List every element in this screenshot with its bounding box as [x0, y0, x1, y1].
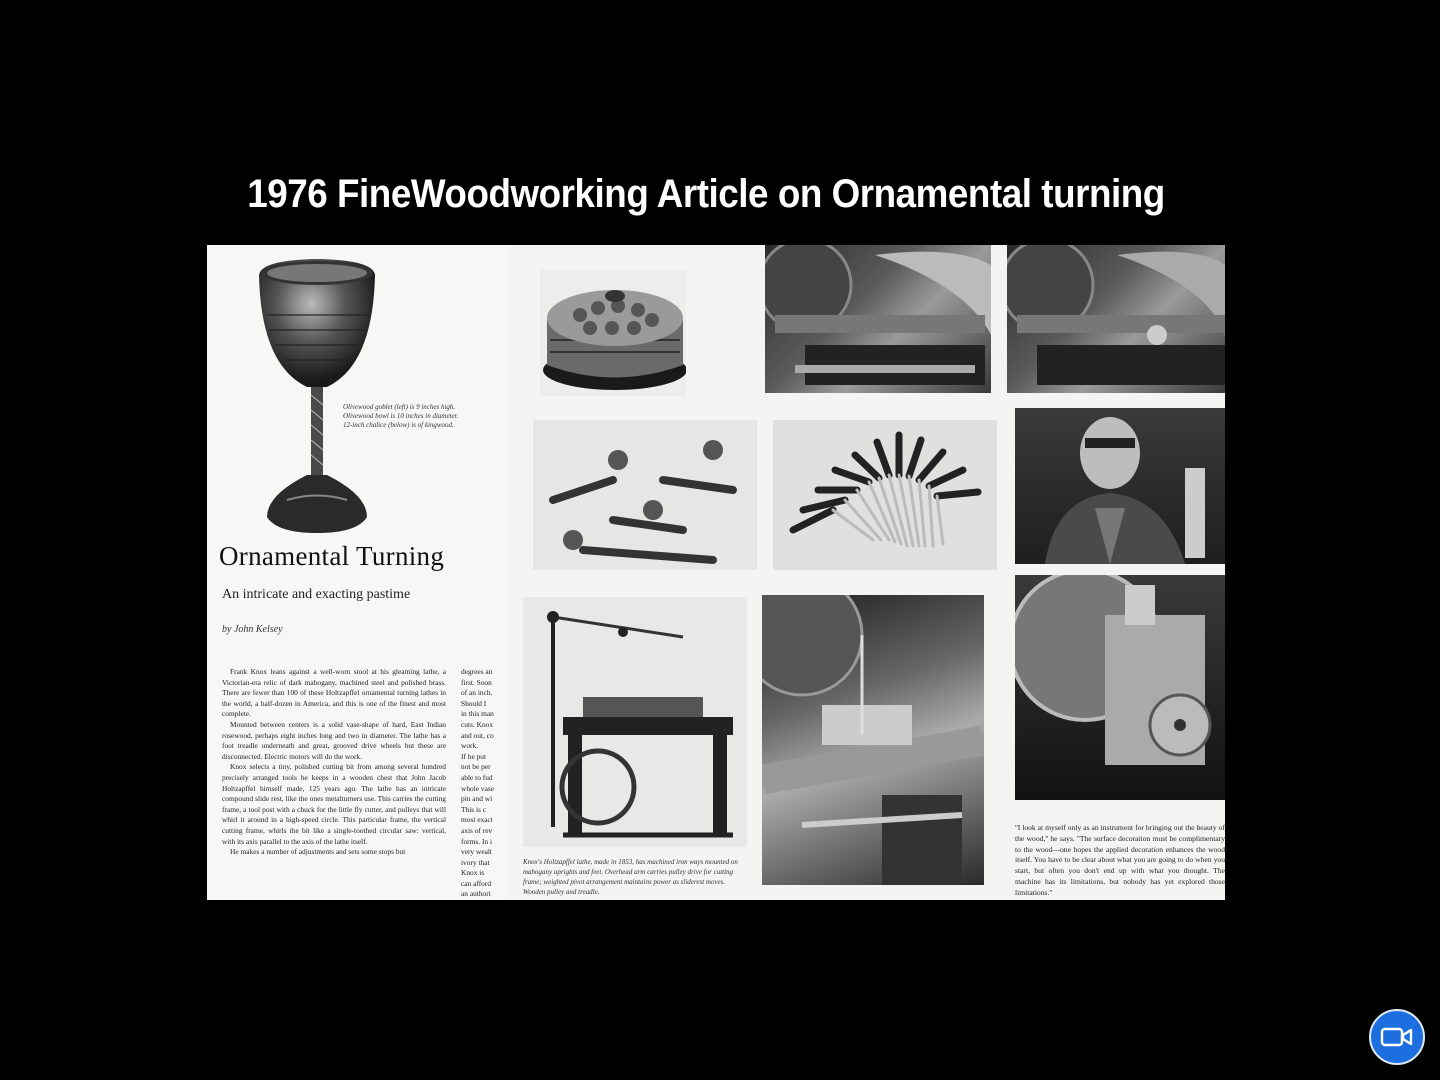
column-line: forms. In i [461, 836, 492, 846]
column-line: This is c [461, 804, 487, 814]
body-paragraph: Knox selects a tiny, polished cutting bit from among several hundred precisely arranged tools he keeps in a wooden chest that John Jacob Holtzapffel himself made, 125 years ago. The lathe has an intricate compound slide rest, like the ones metalturners use. This carries the cutting frame, a tool post with a chuck for the little fly cutter, and pulleys that will whirl it around in a high-speed circle. This particular frame, the vertical cutting frame, whirls the bit like a single-toothed circular saw: vertical, with its axis parallel to the axis of the lathe itself. [222, 762, 446, 846]
article-body-column [222, 667, 446, 900]
column-line: able to fud [461, 772, 493, 782]
column-line: not be per [461, 762, 491, 772]
column-line: can afford [461, 878, 492, 888]
video-camera-icon [1380, 1026, 1414, 1048]
column-line: degrees an [461, 667, 493, 676]
column-line: cuts. Knox [461, 719, 494, 729]
article-subheadline: An intricate and exacting pastime [222, 587, 411, 602]
body-paragraph: Mounted between centers is a solid vase-shape of hard, East Indian rosewood, perhaps eight inches long and two in diameter. The lathe has a foot treadle underneath and great, grooved drive wheels but these are disconnected. Electric motors will do the work. [222, 719, 446, 761]
goblet-photo [247, 255, 387, 535]
column-line: Knox is [461, 868, 485, 878]
slide-title: 1976 FineWoodworking Article on Ornamental turning [247, 172, 1165, 216]
column-line: If he put [461, 751, 487, 761]
column-line: ivory that [461, 857, 490, 867]
article-headline: Ornamental Turning [219, 541, 445, 571]
column-line: of an inch. [461, 688, 493, 698]
slide-rest-photo [762, 595, 984, 885]
column-line: pin and wi [461, 794, 493, 804]
article-body-column-2 [461, 667, 503, 900]
column-line: in this man [461, 709, 494, 719]
column-line: and out, co [461, 730, 494, 740]
column-line: very wealt [461, 847, 492, 857]
body-paragraph: Frank Knox leans against a well-worn stool at his gleaming lathe, a Victorian-era relic of dark mahogany, machined steel and polished brass. There are fewer than 100 of these Holtzapffel ornamental turning lathes in the world, a half-dozen in America, and this is one of the finest and most complete. [222, 667, 446, 719]
camera-button[interactable] [1369, 1009, 1425, 1065]
knox-quote: ''I look at myself only as an instrument for bringing out the beauty of the wood,'' he says. ''The surface decoration must be complimentary to the wood—one hopes the applied decoration enhances the wood itself. You have to be clear about what you are going to do when you start, but often you don't end up with what you thought. The machine has its limitations, but nobody has yet explored those limitations.'' [1015, 823, 1225, 897]
chisels-photo [773, 420, 997, 570]
article-scan [207, 245, 1225, 900]
index-dial-photo [1015, 575, 1225, 800]
holtzapffel-lathe-photo [523, 597, 747, 847]
article-byline: by John Kelsey [222, 624, 283, 635]
lathe-caption: Knox's Holtzapffel lathe, made in 1853, has machined iron ways mounted on mahogany uprights and feet. Overhead arm carries pulley drive for cutting frame; weighted pivot arrangement maintains power as sliderest moves. Wooden pulley and treadle, [523, 858, 738, 896]
cutting-tools-photo [533, 420, 757, 570]
frank-knox-portrait-photo [1015, 408, 1225, 564]
column-line: most exact [461, 815, 493, 825]
column-line: an authori [461, 889, 491, 899]
goblet-caption: Olivewood goblet (left) is 9 inches high. Olivewood bowl is 10 inches in diameter. 12-inch chalice (below) is of kingwood. [343, 403, 459, 429]
column-line: Should I [461, 698, 487, 708]
column-line: whole vase [461, 783, 495, 793]
lathe-detail-photo-2 [1007, 245, 1225, 393]
column-line: first. Soon [461, 677, 492, 687]
column-line: work. [461, 741, 479, 751]
bowl-photo [540, 270, 686, 396]
column-line: axis of rev [461, 825, 493, 835]
body-paragraph: He makes a number of adjustments and sets some stops but [230, 847, 406, 857]
lathe-detail-photo-1 [765, 245, 991, 393]
